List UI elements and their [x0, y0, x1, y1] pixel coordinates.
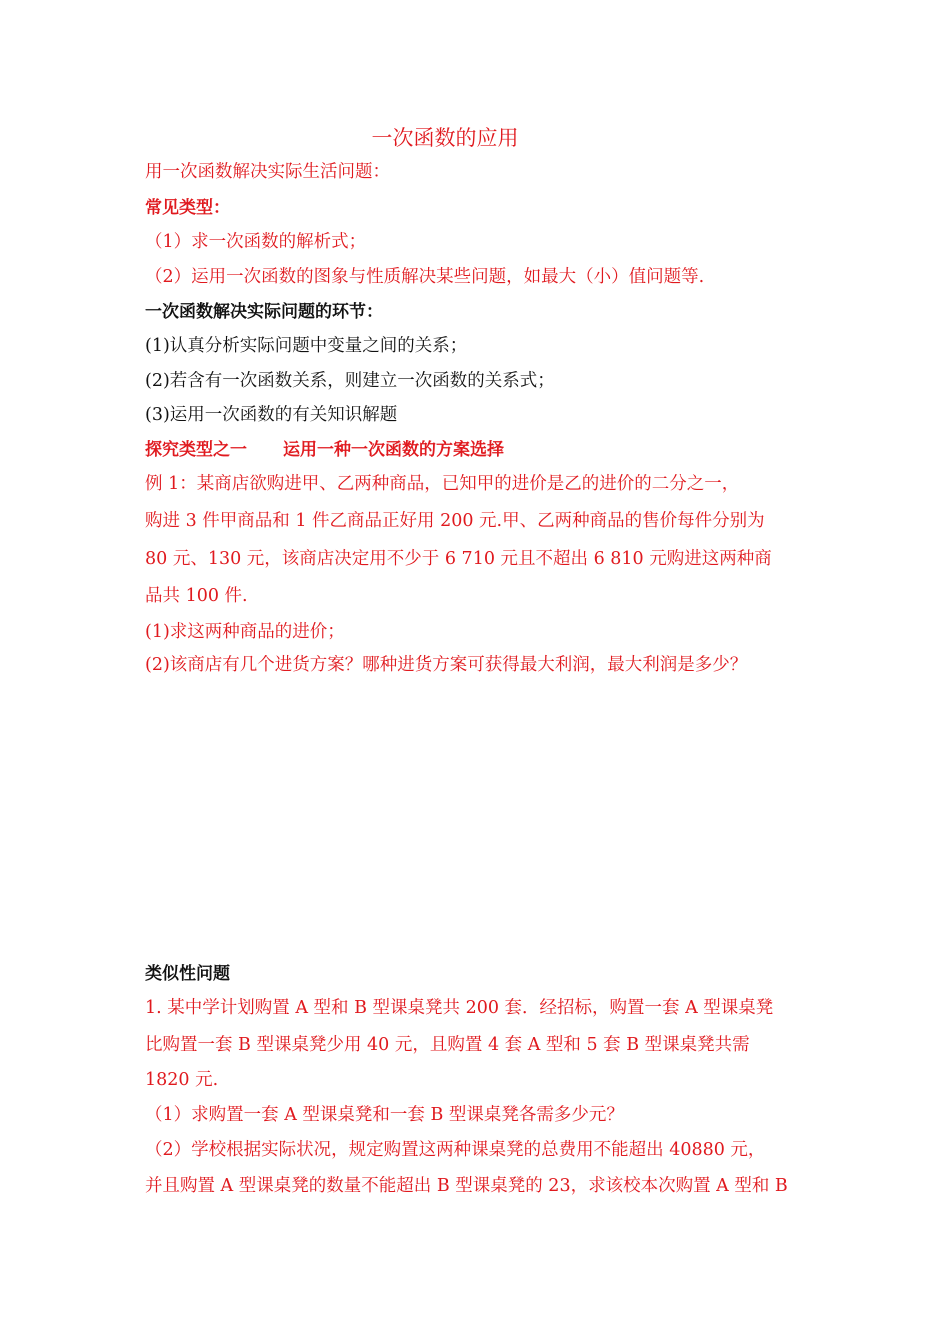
page-title: 一次函数的应用: [371, 126, 519, 150]
similar-line: 1. 某中学计划购置 A 型和 B 型课桌凳共 200 套．经招标，购置一套 A 型课桌凳: [145, 998, 774, 1018]
similar-heading: 类似性问题: [145, 964, 230, 984]
similar-line: 比购置一套 B 型课桌凳少用 40 元，且购置 4 套 A 型和 5 套 B 型课桌凳共需: [145, 1035, 750, 1055]
section-label: 探究类型之一: [145, 440, 247, 460]
example-line: 80 元、130 元，该商店决定用不少于 6 710 元且不超出 6 810 元购进这两种商: [145, 549, 772, 569]
common-type-item: （2）运用一次函数的图象与性质解决某些问题，如最大（小）值问题等.: [145, 267, 705, 287]
similar-question: （1）求购置一套 A 型课桌凳和一套 B 型课桌凳各需多少元？: [145, 1105, 624, 1125]
example-question: (1)求这两种商品的进价；: [145, 622, 345, 642]
intro-text: 用一次函数解决实际生活问题：: [145, 162, 390, 182]
common-type-item: （1）求一次函数的解析式；: [145, 232, 367, 252]
steps-heading: 一次函数解决实际问题的环节：: [145, 302, 383, 322]
similar-question: （2）学校根据实际状况，规定购置这两种课桌凳的总费用不能超出 40880 元，: [145, 1140, 766, 1160]
example-question: (2)该商店有几个进货方案？哪种进货方案可获得最大利润，最大利润是多少？: [145, 655, 748, 675]
section-heading: [145, 438, 504, 462]
step-item: (1)认真分析实际问题中变量之间的关系；: [145, 336, 468, 356]
example-line: 品共 100 件.: [145, 586, 248, 606]
step-item: (3)运用一次函数的有关知识解题: [145, 405, 398, 425]
similar-line: 1820 元.: [145, 1070, 219, 1090]
example-line: 购进 3 件甲商品和 1 件乙商品正好用 200 元.甲、乙两种商品的售价每件分别为: [145, 511, 765, 531]
example-line: 例 1：某商店欲购进甲、乙两种商品，已知甲的进价是乙的进价的二分之一，: [145, 474, 740, 494]
similar-question: 并且购置 A 型课桌凳的数量不能超出 B 型课桌凳的 23，求该校本次购置 A 型和 B: [145, 1176, 788, 1196]
common-types-heading: 常见类型：: [145, 198, 230, 218]
section-title: 运用一种一次函数的方案选择: [283, 440, 504, 460]
step-item: (2)若含有一次函数关系，则建立一次函数的关系式；: [145, 371, 555, 391]
